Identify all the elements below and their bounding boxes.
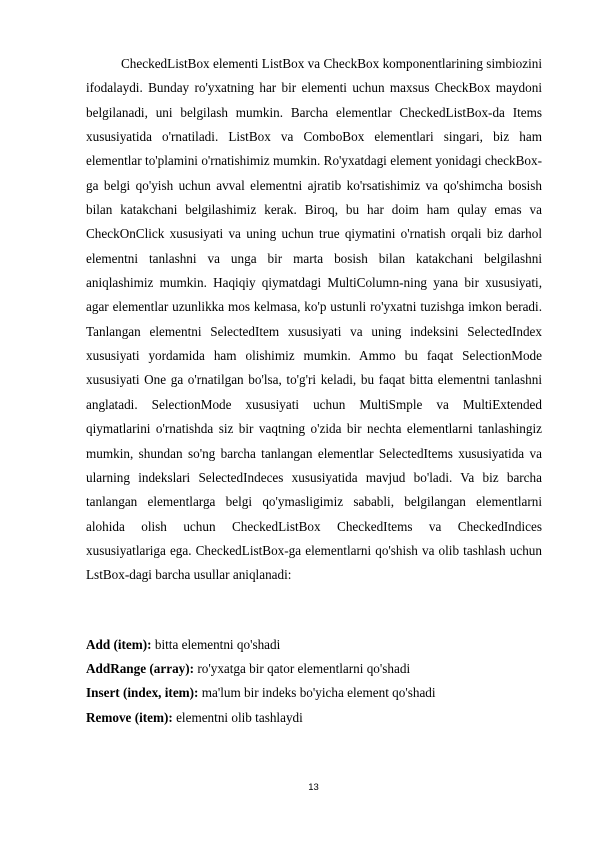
method-item-remove bbox=[86, 706, 542, 730]
method-item-add bbox=[86, 633, 542, 657]
method-description: ma'lum bir indeks bo'yicha element qo'shadi bbox=[198, 685, 436, 701]
body-paragraph: CheckedListBox elementi ListBox va CheckBox komponentlarining simbiozini ifodalaydi. Bunday ro'yxatning har bir elementi uchun maxsus CheckBox maydoni belgilanadi, uni belgilash mumkin. Barcha elementlar CheckedListBox-da Items xususiyatida o'rnatiladi. ListBox va ComboBox elementlari singari, biz ham elementlar to'plamini o'rnatishimiz mumkin. Ro'yxatdagi element yonidagi checkBox-ga belgi qo'yish uchun avval elementni ajratib ko'rsatishimiz va qo'shimcha bosish bilan katakchani belgilashimiz kerak. Biroq, bu har doim ham qulay emas va CheckOnClick xususiyati va uning uchun true qiymatini o'rnatish orqali biz darhol elementni tanlashni va unga bir marta bosish bilan katakchani belgilashni aniqlashimiz mumkin. Haqiqiy qiymatdagi MultiColumn-ning yana bir xususiyati, agar elementlar uzunlikka mos kelmasa, ko'p ustunli ro'yxatni tuzishga imkon beradi. Tanlangan elementni SelectedItem xususiyati va uning indeksini SelectedIndex xususiyati yordamida ham olishimiz mumkin. Ammo bu faqat SelectionMode xususiyati One ga o'rnatilgan bo'lsa, to'g'ri keladi, bu faqat bitta elementni tanlashni anglatadi. SelectionMode xususiyati uchun MultiSmple va MultiExtended qiymatlarini o'rnatishda siz bir vaqtning o'zida bir nechta elementlarni tanlashingiz mumkin, shundan so'ng barcha tanlangan elementlar SelectedItems xususiyatida va ularning indekslari SelectedIndeces xususiyatida mavjud bo'ladi. Va biz barcha tanlangan elementlarga belgi qo'ymasligimiz sababli, belgilangan elementlarni alohida olish uchun CheckedListBox CheckedItems va CheckedIndices xususiyatlariga ega. CheckedListBox-ga elementlarni qo'shish va olib tashlash uchun LstBox-dagi barcha usullar aniqlanadi: bbox=[86, 56, 542, 583]
method-description: elementni olib tashlaydi bbox=[172, 709, 303, 725]
method-name: Remove (item): bbox=[86, 709, 173, 725]
page-number: 13 bbox=[308, 782, 319, 793]
method-item-insert bbox=[86, 681, 542, 705]
method-item-addrange bbox=[86, 657, 542, 681]
method-name: AddRange (array): bbox=[86, 660, 195, 676]
methods-list bbox=[86, 633, 542, 730]
method-description: ro'yxatga bir qator elementlarni qo'shadi bbox=[194, 660, 411, 676]
method-name: Insert (index, item): bbox=[86, 685, 199, 701]
document-page bbox=[86, 52, 542, 730]
method-description: bitta elementni qo'shadi bbox=[151, 636, 281, 652]
method-name: Add (item): bbox=[86, 636, 152, 652]
